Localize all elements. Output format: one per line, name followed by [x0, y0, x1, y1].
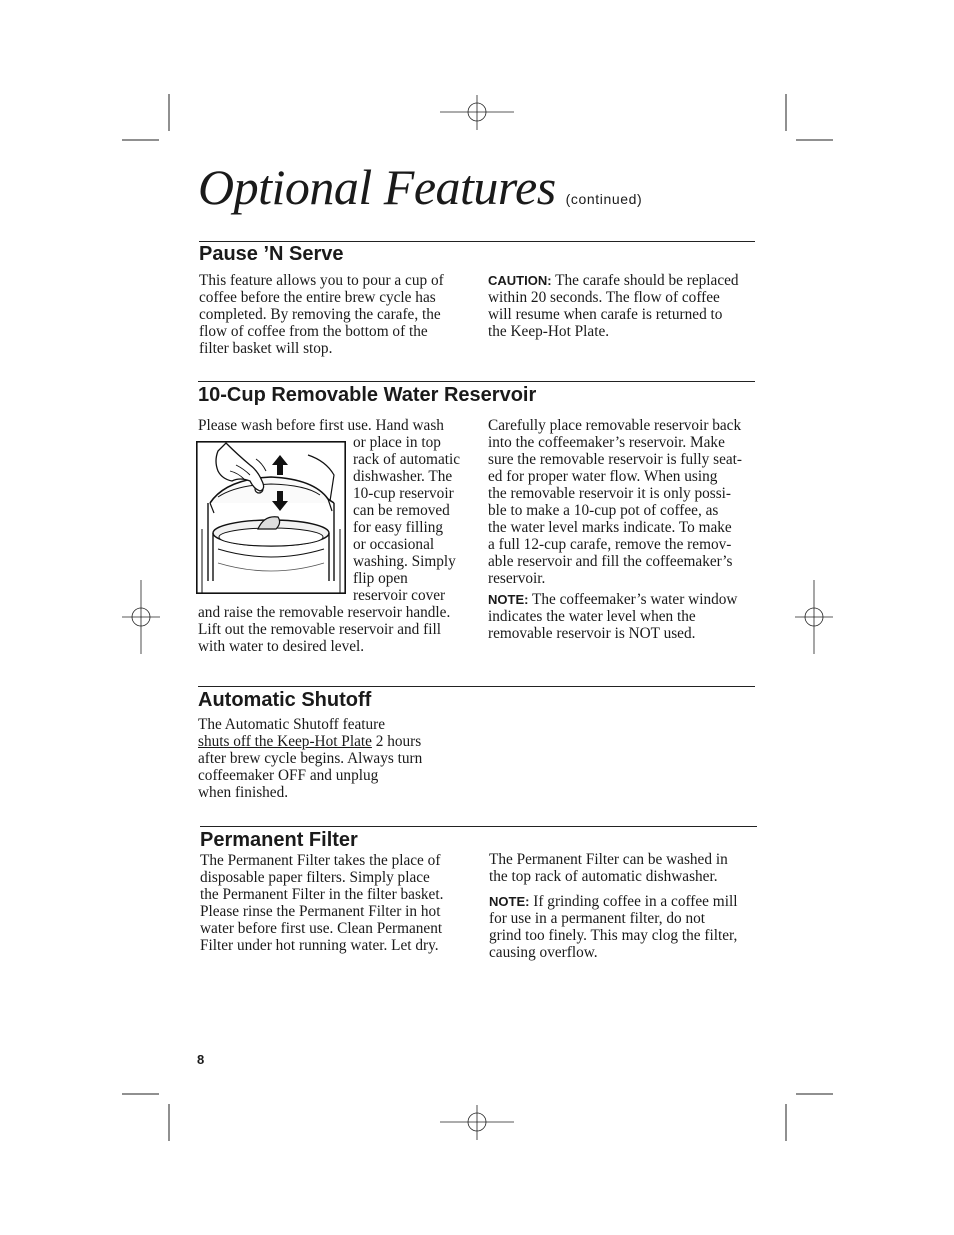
text-line: with water to desired level. [198, 638, 365, 655]
caution-text: The carafe should be replaced [551, 272, 739, 289]
section-rule-shutoff [198, 686, 755, 687]
text-span: 2 hours [371, 733, 422, 750]
text-line: washing. Simply [353, 553, 456, 570]
text-line: coffeemaker OFF and unplug [198, 767, 379, 784]
section-rule-filter [200, 826, 757, 827]
text-line [489, 893, 764, 910]
text-line: ed for proper water flow. When using [488, 468, 718, 485]
text-line: Filter under hot running water. Let dry. [200, 937, 439, 954]
page-title-text: Optional Features [198, 159, 556, 215]
text-line: into the coffeemaker’s reservoir. Make [488, 434, 725, 451]
text-line [198, 733, 473, 750]
text-line: filter basket will stop. [199, 340, 333, 357]
text-line: flip open [353, 570, 408, 587]
heading-pause-serve: Pause ’N Serve [199, 243, 344, 265]
text-line: Lift out the removable reservoir and fill [198, 621, 441, 638]
text-line: The Permanent Filter can be washed in [489, 851, 728, 868]
page-title-suffix: (continued) [565, 191, 643, 207]
reservoir-note [488, 591, 763, 642]
text-line: able reservoir and fill the coffeemaker’s [488, 553, 733, 570]
text-line: disposable paper filters. Simply place [200, 869, 430, 886]
text-line: after brew cycle begins. Always turn [198, 750, 423, 767]
text-line: the Permanent Filter in the filter basket. [200, 886, 444, 903]
text-line [488, 591, 763, 608]
text-line: the water level marks indicate. To make [488, 519, 732, 536]
reservoir-right-text [488, 417, 763, 587]
text-line: sure the removable reservoir is fully seat- [488, 451, 743, 468]
text-line: when finished. [198, 784, 289, 801]
text-line: This feature allows you to pour a cup of [199, 272, 444, 289]
text-line: rack of automatic [353, 451, 461, 468]
text-line: removable reservoir is NOT used. [488, 625, 696, 642]
note-text: The coffeemaker’s water window [528, 591, 738, 608]
text-line: for use in a permanent filter, do not [489, 910, 706, 927]
underlined-text: shuts off the Keep-Hot Plate [198, 733, 372, 750]
text-line: ble to make a 10-cup pot of coffee, as [488, 502, 719, 519]
filter-right-text [489, 851, 764, 885]
text-line: within 20 seconds. The flow of coffee [488, 289, 720, 306]
text-line: the top rack of automatic dishwasher. [489, 868, 718, 885]
text-line: grind too finely. This may clog the filter, [489, 927, 738, 944]
text-line: 10-cup reservoir [353, 485, 454, 502]
text-line: and raise the removable reservoir handle. [198, 604, 451, 621]
text-line: The Automatic Shutoff feature [198, 716, 386, 733]
text-line: the Keep-Hot Plate. [488, 323, 610, 340]
text-line: Please wash before first use. Hand wash [198, 417, 444, 434]
note-text: If grinding coffee in a coffee mill [529, 893, 738, 910]
text-line: Carefully place removable reservoir back [488, 417, 742, 434]
text-line: water before first use. Clean Permanent [200, 920, 443, 937]
caution-label: CAUTION: [488, 273, 552, 288]
registration-mark-right [795, 580, 833, 654]
pause-serve-caution [488, 272, 763, 340]
text-line: indicates the water level when the [488, 608, 696, 625]
pause-serve-body [199, 272, 474, 357]
text-line: flow of coffee from the bottom of the [199, 323, 428, 340]
text-line: coffee before the entire brew cycle has [199, 289, 436, 306]
note-label: NOTE: [488, 592, 529, 607]
text-line: Please rinse the Permanent Filter in hot [200, 903, 441, 920]
text-line: the removable reservoir it is only possi- [488, 485, 731, 502]
text-line: can be removed [353, 502, 450, 519]
text-line: reservoir cover [353, 587, 446, 604]
text-line: The Permanent Filter takes the place of [200, 852, 441, 869]
text-line: will resume when carafe is returned to [488, 306, 723, 323]
registration-mark-left [122, 580, 160, 654]
page-number: 8 [197, 1052, 205, 1067]
filter-note [489, 893, 764, 961]
section-rule-reservoir [198, 381, 755, 382]
shutoff-body [198, 716, 473, 801]
heading-filter: Permanent Filter [200, 829, 358, 851]
registration-mark-bottom [440, 1105, 514, 1140]
note-label: NOTE: [489, 894, 530, 909]
text-line: or place in top [353, 434, 441, 451]
filter-left-text [200, 852, 475, 954]
text-line: dishwasher. The [353, 468, 453, 485]
heading-reservoir: 10-Cup Removable Water Reservoir [198, 384, 537, 406]
text-line: or occasional [353, 536, 435, 553]
text-line: for easy filling [353, 519, 444, 536]
page-title [198, 156, 642, 230]
text-line: a full 12-cup carafe, remove the remov- [488, 536, 732, 553]
text-line: reservoir. [488, 570, 546, 587]
registration-mark-top [440, 95, 514, 130]
reservoir-illustration [196, 441, 346, 594]
text-line [488, 272, 763, 289]
heading-shutoff: Automatic Shutoff [198, 689, 372, 711]
text-line: completed. By removing the carafe, the [199, 306, 441, 323]
text-line: causing overflow. [489, 944, 598, 961]
